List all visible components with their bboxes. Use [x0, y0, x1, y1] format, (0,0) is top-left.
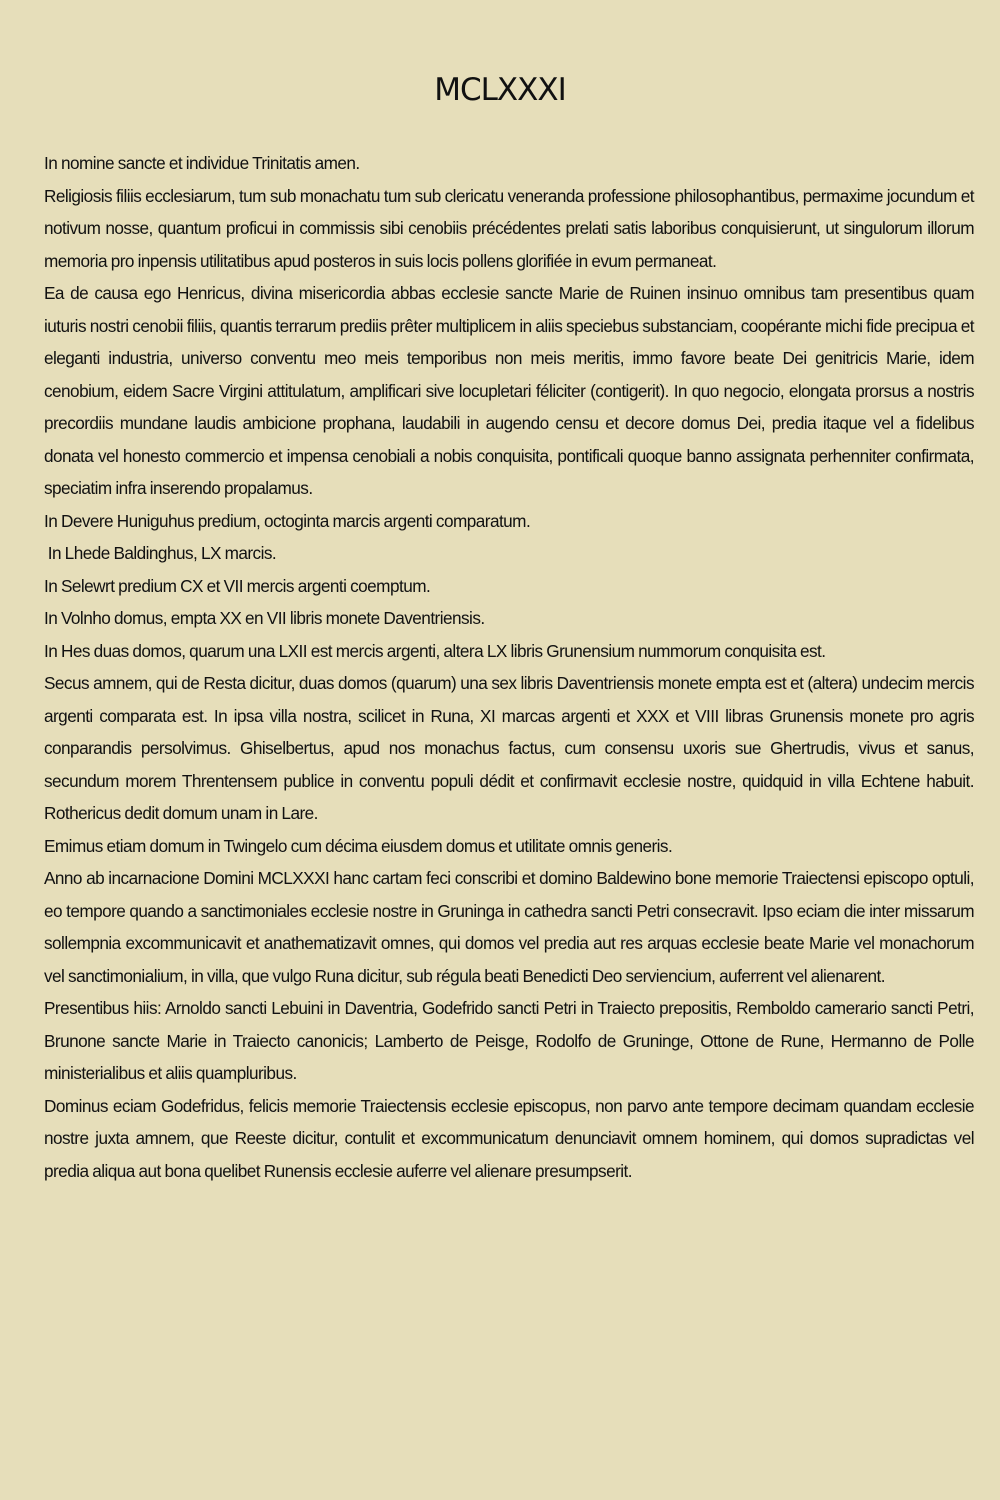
paragraph-volnho: In Volnho domus, empta XX en VII libris monete Daventriensis.	[44, 608, 485, 628]
paragraph-invocation: In nomine sancte et individue Trinitatis amen.	[44, 153, 360, 173]
paragraph-presentibus: Presentibus hiis: Arnoldo sancti Lebuini in Daventria, Godefrido sancti Petri in Traiecto prepositis, Remboldo camerario sancti Petri, Brunone sancte Marie in Traiecto canonicis; Lamberto de Peisge, Rodolfo de Gruninge, Ottone de Rune, Hermanno de Polle ministerialibus et aliis quampluribus.	[44, 998, 974, 1083]
paragraph-devere: In Devere Huniguhus predium, octoginta marcis argenti comparatum.	[44, 510, 531, 531]
paragraph-anno: Anno ab incarnacione Domini MCLXXXI hanc cartam feci conscribi et domino Baldewino bone memorie Traiectensi episcopo optuli, eo tempore quando a sanctimoniales ecclesie nostre in Gruninga in cathedra sancti Petri consecravit. Ipso eciam die inter missarum sollempnia excommunicavit et anathematizavit omnes, qui domos vel predia aut res arquas ecclesie beate Marie vel monachorum vel sanctimonialium, in villa, que vulgo Runa dicitur, sub régula beati Benedicti Deo serviencium, auferrent vel alienarent.	[44, 868, 974, 986]
paragraph-emimus: Emimus etiam domum in Twingelo cum décima eiusdem domus et utilitate omnis generis.	[44, 835, 673, 856]
paragraph-lhede: In Lhede Baldinghus, LX marcis.	[44, 543, 277, 563]
paragraph-secus-amnem: Secus amnem, qui de Resta dicitur, duas domos (quarum) una sex libris Daventriensis monete empta est et (altera) undecim mercis argenti comparata est. In ipsa villa nostra, scilicet in Runa, XI marcas argenti et XXX et VIII libras Grunensis monete pro agris conparandis persolvimus. Ghiselbertus, apud nos monachus factus, cum consensu uxoris sue Ghertrudis, vivus et sanus, secundum morem Threntensem publice in conventu populi dédit et confirmavit ecclesie nostre, quidquid in villa Echtene habuit. Rothericus dedit domum unam in Lare.	[44, 673, 974, 823]
paragraph-hes: In Hes duas domos, quarum una LXII est mercis argenti, altera LX libris Grunensium nummorum conquisita est.	[44, 640, 826, 661]
paragraph-religiosis: Religiosis filiis ecclesiarum, tum sub monachatu tum sub clericatu veneranda professione philosophantibus, permaxime jocundum et notivum nosse, quantum proficui in commissis sibi cenobiis précédentes prelati satis laboribus conquisierunt, ut singulorum illorum memoria pro inpensis utilitatibus apud posteros in suis locis pollens glorifiée in evum permaneat.	[44, 185, 974, 271]
paragraph-selewrt: In Selewrt predium CX et VII mercis argenti coemptum.	[44, 575, 431, 596]
document-body	[44, 147, 974, 1187]
document-title: MCLXXXI	[434, 72, 566, 108]
paragraph-henricus: Ea de causa ego Henricus, divina misericordia abbas ecclesie sancte Marie de Ruinen insinuo omnibus tam presentibus quam iuturis nostri cenobii filiis, quantis terrarum prediis prêter multiplicem in aliis speciebus substanciam, coopérante michi fide precipua et eleganti industria, universo conventu meo meis temporibus non meis meritis, immo favore beate Dei genitricis Marie, idem cenobium, eidem Sacre Virgini attitulatum, amplificari sive locupletari féliciter (contigerit). In quo negocio, elongata prorsus a nostris precordiis mundane laudis ambicione prophana, laudabili in augendo censu et decore domus Dei, predia itaque vel a fidelibus donata vel honesto commercio et impensa cenobiali a nobis conquisita, pontificali quoque banno assignata perhenniter confirmata, speciatim infra inserendo propalamus.	[44, 283, 974, 498]
paragraph-godefridus: Dominus eciam Godefridus, felicis memorie Traiectensis ecclesie episcopus, non parvo ante tempore decimam quandam ecclesie nostre juxta amnem, que Reeste dicitur, contulit et excommunicatum denunciavit omnem hominem, qui domos supradictas vel predia aliqua aut bona quelibet Runensis ecclesie auferre vel alienare presumpserit.	[44, 1095, 974, 1181]
